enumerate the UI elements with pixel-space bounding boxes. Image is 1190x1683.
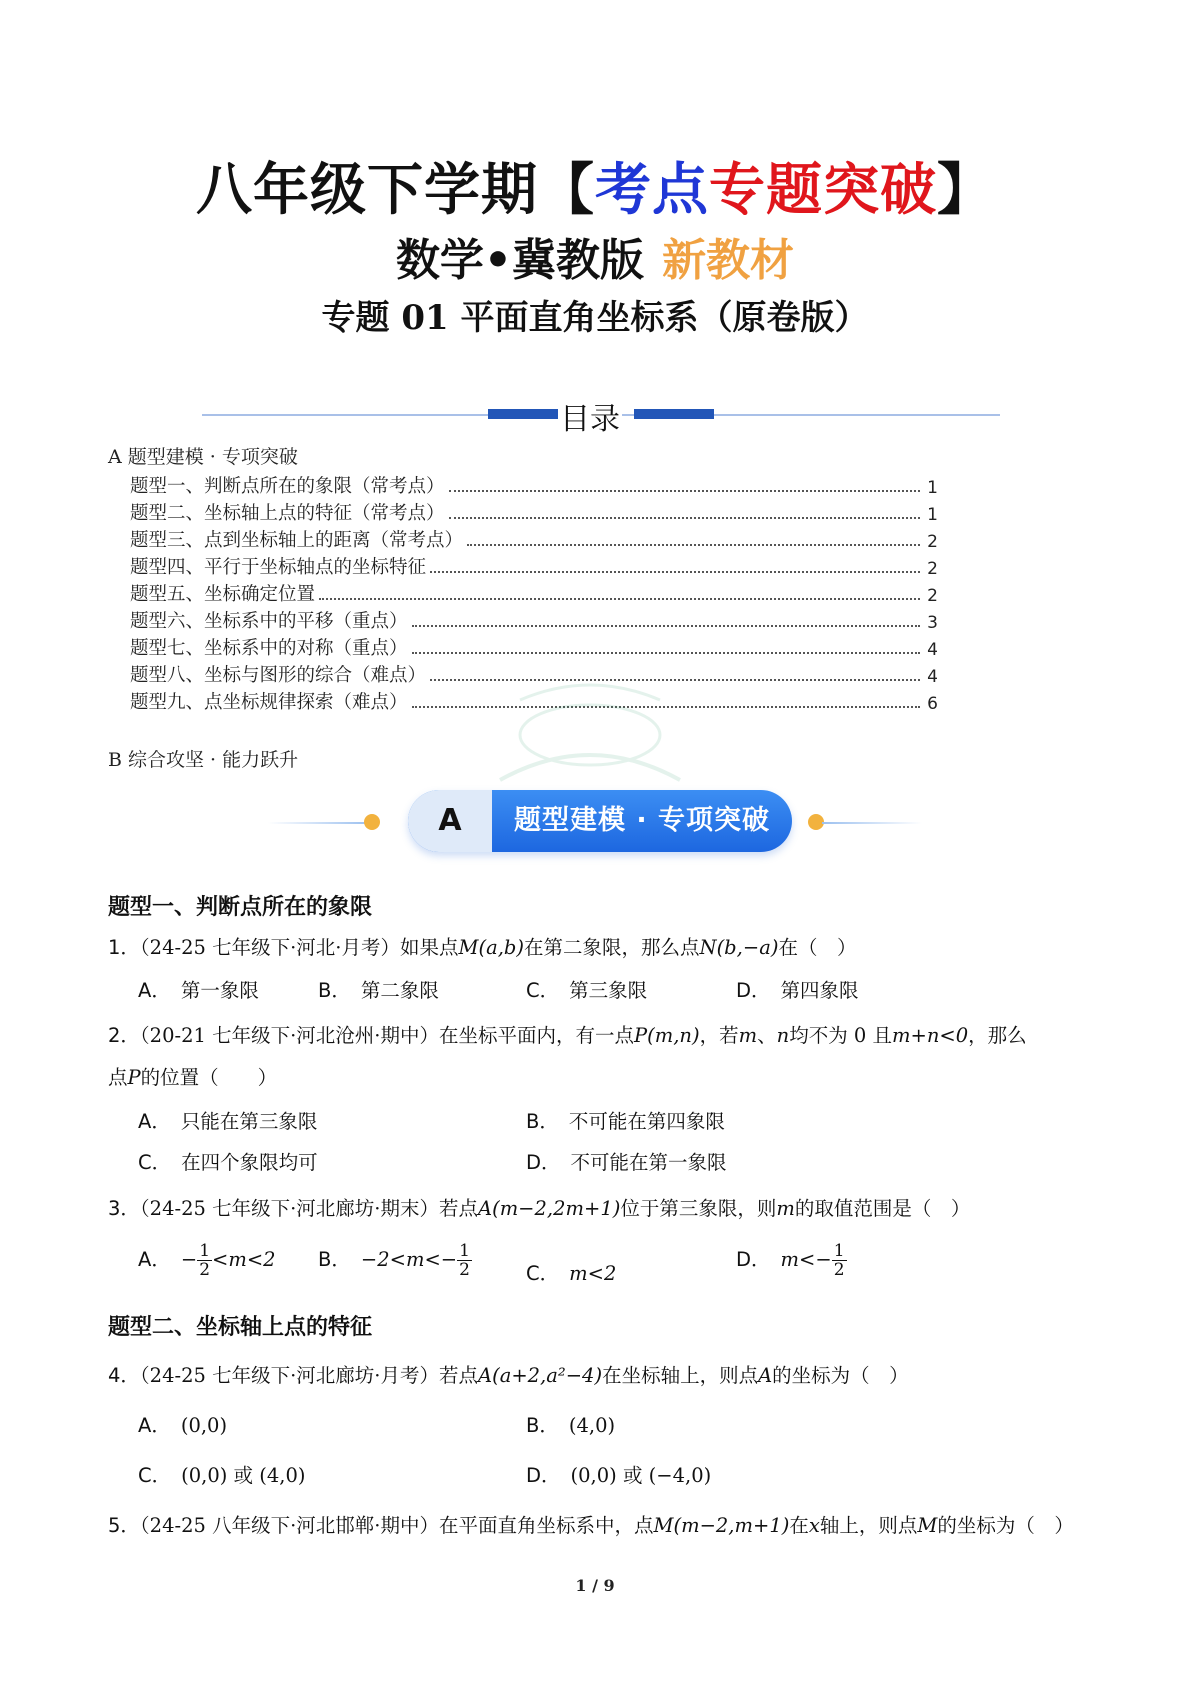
question-3: 3．（24-25 七年级下·河北廊坊·期末）若点A(m−2,2m+1)位于第三象限，则m的取值范围是（ ） [108, 1197, 971, 1220]
section-heading: 题型一、判断点所在的象限 [108, 895, 373, 920]
option-c[interactable]: C． 第三象限 [526, 979, 648, 1002]
page-number: 1 / 9 [575, 1576, 615, 1595]
option-a[interactable]: A． (0,0) [138, 1414, 228, 1437]
toc-accent-left [488, 409, 568, 419]
option-a[interactable]: A． 第一象限 [138, 979, 259, 1002]
toc-item[interactable]: 题型一、判断点所在的象限（常考点） 1 [130, 476, 938, 498]
title-part4: 】 [937, 158, 994, 223]
banner-dot-left [364, 814, 380, 830]
question-5: 5．（24-25 八年级下·河北邯郸·期中）在平面直角坐标系中，点M(m−2,m+1)在x轴上，则点M的坐标为（ ） [108, 1514, 1074, 1537]
banner-line-left [268, 822, 368, 824]
toc-item[interactable]: 题型六、坐标系中的平移（重点） 3 [130, 611, 938, 633]
option-b[interactable]: B． 第二象限 [318, 979, 439, 1002]
toc-item[interactable]: 题型九、点坐标规律探索（难点） 6 [130, 692, 938, 714]
toc-title: 目录 [558, 394, 622, 438]
option-c[interactable]: C． 在四个象限均可 [138, 1151, 318, 1174]
title-part2: 考点 [595, 158, 709, 223]
toc-accent-right [634, 409, 714, 419]
document-title [0, 146, 1190, 226]
toc-section-b[interactable]: B 综合攻坚 · 能力跃升 [108, 749, 299, 771]
option-c[interactable]: C． m<2 [526, 1262, 617, 1285]
banner-letter: A [438, 803, 462, 838]
option-b[interactable]: B． (4,0) [526, 1414, 616, 1437]
question-2: 2．（20-21 七年级下·河北沧州·期中）在坐标平面内，有一点P(m,n)，若m、n均不为 0 且m+n<0，那么 [108, 1024, 1027, 1047]
question-1: 1．（24-25 七年级下·河北·月考）如果点M(a,b)在第二象限，那么点N(b,−a)在（ ） [108, 936, 857, 959]
toc-section-a[interactable]: A 题型建模 · 专项突破 [108, 446, 298, 468]
question-4: 4．（24-25 七年级下·河北廊坊·月考）若点A(a+2,a²−4)在坐标轴上，则点A的坐标为（ ） [108, 1364, 909, 1387]
banner-text: 题型建模 · 专项突破 [513, 805, 771, 836]
title-part1: 八年级下学期【 [196, 158, 595, 223]
option-a[interactable]: A． 只能在第三象限 [138, 1110, 318, 1133]
option-d[interactable]: D． (0,0) 或 (−4,0) [526, 1464, 712, 1487]
option-c[interactable]: C． (0,0) 或 (4,0) [138, 1464, 306, 1487]
section-heading: 题型二、坐标轴上点的特征 [108, 1315, 373, 1340]
option-a[interactable]: A． − $\frac{1}{2}$ <m<2 [138, 1241, 276, 1280]
title-part3: 专题突破 [709, 158, 937, 223]
subtitle-accent: 新教材 [662, 235, 795, 286]
toc-item[interactable]: 题型四、平行于坐标轴点的坐标特征 2 [130, 557, 938, 579]
toc-item[interactable]: 题型五、坐标确定位置 2 [130, 584, 938, 606]
toc-item[interactable]: 题型八、坐标与图形的综合（难点） 4 [130, 665, 938, 687]
toc-item[interactable]: 题型三、点到坐标轴上的距离（常考点） 2 [130, 530, 938, 552]
toc-item[interactable]: 题型二、坐标轴上点的特征（常考点） 1 [130, 503, 938, 525]
option-d[interactable]: D． 第四象限 [736, 979, 859, 1002]
document-subtitle [0, 224, 1190, 288]
banner-line-right [822, 822, 922, 824]
toc-item[interactable]: 题型七、坐标系中的对称（重点） 4 [130, 638, 938, 660]
subtitle-main: 数学•冀教版 [395, 235, 645, 286]
option-d[interactable]: D． m<− $\frac{1}{2}$ [736, 1241, 845, 1280]
option-b[interactable]: B． 不可能在第四象限 [526, 1110, 725, 1133]
topic-title: 专题 01 平面直角坐标系（原卷版） [321, 298, 869, 338]
option-d[interactable]: D． 不可能在第一象限 [526, 1151, 727, 1174]
watermark-logo [490, 670, 690, 790]
question-2-line2: 点P的位置（ ） [108, 1066, 278, 1089]
option-b[interactable]: B． −2<m<− $\frac{1}{2}$ [318, 1241, 470, 1280]
